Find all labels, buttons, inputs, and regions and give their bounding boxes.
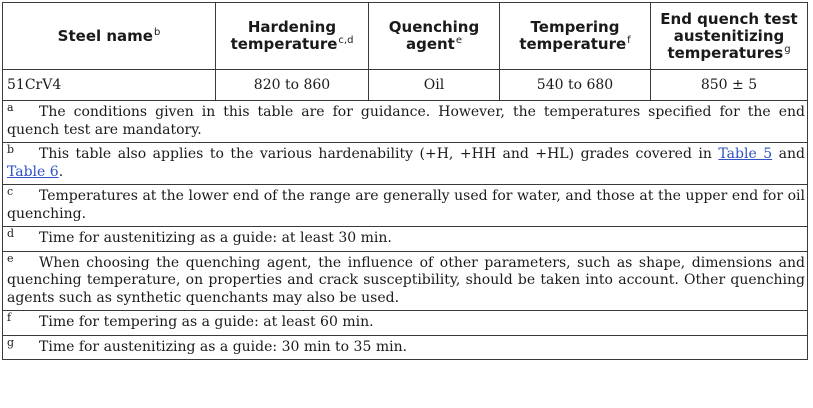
footnote-mark-g: g <box>7 335 15 349</box>
header-quenching-agent: Quenching agent$^e$ <box>369 3 500 70</box>
header-end-quench-test: End quench test austenitizing temperatures$^g$ <box>651 3 808 70</box>
cell-tempering-temperature: 540 to 680 <box>500 70 651 101</box>
header-steel-name: Steel name$^b$ <box>3 3 216 70</box>
footnote-c <box>3 184 807 226</box>
header-tempering-temperature: Tempering temperature$^f$ <box>500 3 651 70</box>
footnotes-cell <box>3 101 808 360</box>
footnote-b <box>3 142 807 184</box>
footnote-text-c: Temperatures at the lower end of the range are generally used for water, and those at the upper end for oil quenching. <box>7 188 805 222</box>
footnote-a <box>3 101 807 142</box>
cell-end-quench-temperature: 850 ± 5 <box>651 70 808 101</box>
cell-quenching-agent: Oil <box>369 70 500 101</box>
footnote-text-f: Time for tempering as a guide: at least 60 min. <box>39 314 374 330</box>
footnote-text-d: Time for austenitizing as a guide: at least 30 min. <box>39 230 392 246</box>
footnote-f <box>3 310 807 335</box>
footnote-text-a: The conditions given in this table are for guidance. However, the temperatures specified for the end quench test are mandatory. <box>7 104 805 138</box>
footnote-text-b: This table also applies to the various hardenability (+H, +HH and +HL) grades covered in <box>39 146 719 162</box>
footnote-e <box>3 251 807 311</box>
footnote-mark-c: c <box>7 185 14 198</box>
cell-steel-name: 51CrV4 <box>3 70 216 101</box>
footnote-mark-b: b <box>7 143 15 156</box>
table-6-link[interactable]: Table 6 <box>7 163 59 180</box>
footnote-text-b-end: . <box>58 163 64 180</box>
footnote-d <box>3 226 807 251</box>
header-hardening-temperature: Hardening temperature$^{c,d}$ <box>216 3 369 70</box>
footnote-mark-f: f <box>7 311 12 324</box>
footnote-text-e: When choosing the quenching agent, the influence of other parameters, such as shape, dimensions and quenching temperature, on properties and crack susceptibility, should be taken into account. Other quenching agents such as synthetic quenchants may also be used. <box>7 254 805 306</box>
table-row <box>3 70 808 101</box>
footnote-text-g: Time for austenitizing as a guide: 30 min to 35 min. <box>39 338 408 355</box>
cell-hardening-temperature: 820 to 860 <box>216 70 369 101</box>
footnote-g <box>3 335 807 360</box>
footnote-mark-a: a <box>7 101 14 114</box>
heat-treatment-table-section <box>2 2 807 360</box>
header-row <box>3 3 808 70</box>
heat-treatment-table <box>2 2 808 360</box>
table-5-link[interactable]: Table 5 <box>718 146 773 162</box>
footnote-mark-e: e <box>7 251 14 265</box>
footnotes-row <box>3 101 808 360</box>
footnote-text-b-mid: and <box>772 146 806 162</box>
footnote-mark-d: d <box>7 227 15 240</box>
